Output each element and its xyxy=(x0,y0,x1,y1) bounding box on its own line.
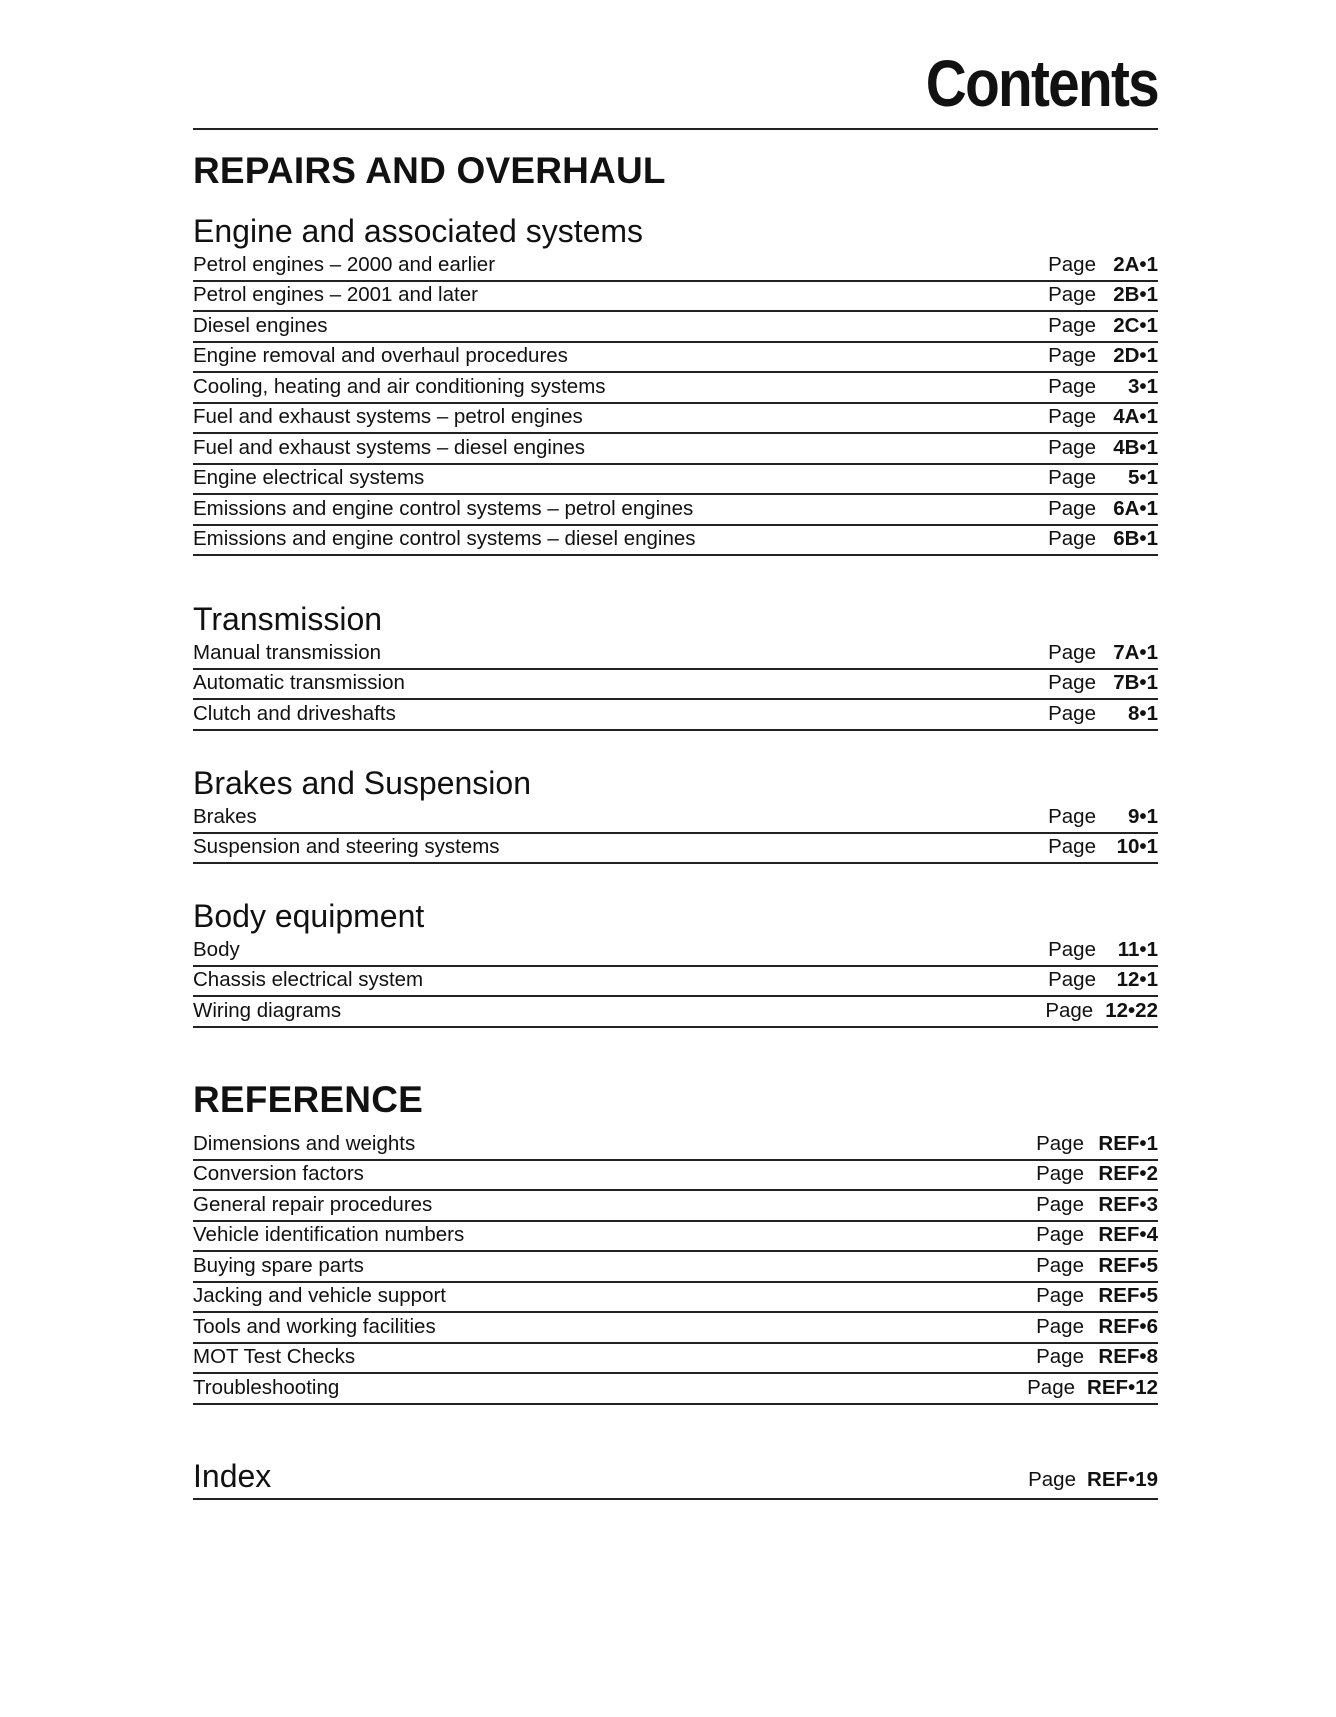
toc-entry-label: MOT Test Checks xyxy=(193,1345,356,1368)
toc-entry-page-ref xyxy=(1027,1376,1158,1400)
page-word: Page xyxy=(1036,1314,1084,1338)
toc-entry[interactable] xyxy=(193,312,1158,343)
toc-entry-page-ref xyxy=(1036,1223,1158,1247)
toc-entry-page-ref xyxy=(1048,497,1158,521)
page-number: 2C•1 xyxy=(1113,313,1158,337)
toc-entry-label: Vehicle identification numbers xyxy=(193,1223,465,1246)
toc-entry-page-ref xyxy=(1048,805,1158,829)
toc-entry-label: General repair procedures xyxy=(193,1192,433,1216)
page-number: 2A•1 xyxy=(1113,252,1158,276)
page-word: Page xyxy=(1045,998,1094,1022)
page-number: 8•1 xyxy=(1128,701,1158,725)
toc-entry-label: Buying spare parts xyxy=(193,1253,364,1277)
toc-entry-page-ref xyxy=(1036,1132,1158,1156)
page-word: Page xyxy=(1048,835,1096,858)
page-number: 2D•1 xyxy=(1113,344,1158,367)
part-heading-repairs: REPAIRS AND OVERHAUL xyxy=(193,150,666,191)
page-title: Contents xyxy=(925,46,1158,120)
page-number: REF•3 xyxy=(1098,1192,1158,1216)
page-word: Page xyxy=(1036,1162,1084,1185)
toc-entry[interactable] xyxy=(193,834,1158,865)
toc-entry-page-ref xyxy=(1036,1315,1158,1339)
page-number: 4A•1 xyxy=(1113,405,1158,428)
toc-entry-label: Engine removal and overhaul procedures xyxy=(193,344,568,367)
toc-entry[interactable] xyxy=(193,251,1158,282)
page-number: 10•1 xyxy=(1116,835,1158,858)
toc-entry-label: Petrol engines – 2001 and later xyxy=(193,283,478,306)
toc-entry-page-ref xyxy=(1048,835,1158,859)
page-word: Page xyxy=(1028,1468,1076,1491)
page-word: Page xyxy=(1036,1131,1084,1155)
page-word: Page xyxy=(1036,1253,1084,1277)
toc-entry-label: Emissions and engine control systems – petrol engines xyxy=(193,496,694,520)
toc-entry[interactable] xyxy=(193,465,1158,496)
toc-entry-label: Troubleshooting xyxy=(193,1375,340,1399)
toc-entry-page-ref xyxy=(1048,641,1158,665)
toc-entry[interactable] xyxy=(193,1313,1158,1344)
toc-entry[interactable] xyxy=(193,434,1158,465)
page-word: Page xyxy=(1048,496,1096,520)
toc-entry[interactable] xyxy=(193,803,1158,834)
toc-entry-label: Clutch and driveshafts xyxy=(193,701,396,725)
page-word: Page xyxy=(1036,1192,1084,1216)
page-number: REF•5 xyxy=(1098,1253,1158,1277)
toc-entry[interactable] xyxy=(193,700,1158,731)
toc-entry[interactable] xyxy=(193,1344,1158,1375)
page-number: REF•12 xyxy=(1087,1375,1158,1399)
toc-entry-page-ref xyxy=(1048,405,1158,429)
toc-entry[interactable] xyxy=(193,1252,1158,1283)
index-label: Index xyxy=(193,1458,272,1494)
toc-entry-label: Conversion factors xyxy=(193,1162,364,1185)
toc-entry-page-ref xyxy=(1045,999,1158,1023)
page-number: 3•1 xyxy=(1128,374,1158,398)
index-entry[interactable] xyxy=(193,1458,1158,1500)
page-number: 7A•1 xyxy=(1113,640,1158,664)
section-body-equipment xyxy=(193,900,1158,1028)
page-number: 12•1 xyxy=(1116,968,1158,991)
toc-entry[interactable] xyxy=(193,373,1158,404)
toc-entry-label: Brakes xyxy=(193,804,257,828)
toc-entry[interactable] xyxy=(193,1222,1158,1253)
page-number: 9•1 xyxy=(1128,804,1158,828)
toc-entry-page-ref xyxy=(1048,375,1158,399)
page-word: Page xyxy=(1048,701,1096,725)
toc-entry-page-ref xyxy=(1048,436,1158,460)
page-word: Page xyxy=(1048,435,1096,459)
toc-entry-label: Jacking and vehicle support xyxy=(193,1284,446,1307)
toc-entry-label: Wiring diagrams xyxy=(193,998,342,1022)
title-divider xyxy=(193,128,1158,130)
index-page-ref xyxy=(1028,1468,1158,1492)
toc-entry-label: Fuel and exhaust systems – diesel engines xyxy=(193,435,586,459)
toc-entry[interactable] xyxy=(193,936,1158,967)
page-word: Page xyxy=(1036,1223,1084,1246)
page-number: 6A•1 xyxy=(1113,496,1158,520)
toc-entry-page-ref xyxy=(1048,283,1158,307)
page-word: Page xyxy=(1048,671,1096,694)
page-word: Page xyxy=(1048,968,1096,991)
page-number: 5•1 xyxy=(1128,466,1158,489)
toc-entry[interactable] xyxy=(193,1191,1158,1222)
page-number: REF•2 xyxy=(1098,1162,1158,1185)
section-heading: Brakes and Suspension xyxy=(193,765,531,801)
toc-entry[interactable] xyxy=(193,404,1158,435)
toc-entry[interactable] xyxy=(193,495,1158,526)
toc-entry[interactable] xyxy=(193,997,1158,1028)
toc-entry-page-ref xyxy=(1048,466,1158,490)
toc-entry-label: Cooling, heating and air conditioning systems xyxy=(193,374,606,398)
section-brakes-suspension xyxy=(193,767,1158,864)
toc-entry[interactable] xyxy=(193,526,1158,557)
page-number: REF•6 xyxy=(1098,1314,1158,1338)
toc-entry-label: Fuel and exhaust systems – petrol engines xyxy=(193,405,583,428)
page-word: Page xyxy=(1048,527,1096,550)
section-heading: Engine and associated systems xyxy=(193,213,644,249)
toc-entry-label: Dimensions and weights xyxy=(193,1131,416,1155)
toc-entry[interactable] xyxy=(193,1283,1158,1314)
page-word: Page xyxy=(1048,252,1096,276)
toc-entry-page-ref xyxy=(1036,1254,1158,1278)
toc-entry-label: Diesel engines xyxy=(193,313,328,337)
page-number: REF•1 xyxy=(1098,1131,1158,1155)
page-number: 2B•1 xyxy=(1113,283,1158,306)
toc-entry[interactable] xyxy=(193,1161,1158,1192)
toc-entry-page-ref xyxy=(1036,1345,1158,1369)
toc-entry-label: Emissions and engine control systems – diesel engines xyxy=(193,527,696,550)
toc-entry-page-ref xyxy=(1048,671,1158,695)
toc-entry-page-ref xyxy=(1048,968,1158,992)
page-number: 12•22 xyxy=(1105,998,1158,1022)
part-heading-reference: REFERENCE xyxy=(193,1079,423,1120)
toc-entry[interactable] xyxy=(193,343,1158,374)
toc-entry-page-ref xyxy=(1048,702,1158,726)
page-number: 7B•1 xyxy=(1113,671,1158,694)
toc-entry-page-ref xyxy=(1048,527,1158,551)
page-number: REF•4 xyxy=(1098,1223,1158,1246)
page-word: Page xyxy=(1048,313,1096,337)
toc-entry-page-ref xyxy=(1048,938,1158,962)
toc-entry-page-ref xyxy=(1048,344,1158,368)
toc-entry[interactable] xyxy=(193,639,1158,670)
toc-entry[interactable] xyxy=(193,967,1158,998)
page-number: 4B•1 xyxy=(1113,435,1158,459)
page-word: Page xyxy=(1048,804,1096,828)
page-word: Page xyxy=(1048,937,1096,961)
toc-entry-page-ref xyxy=(1048,314,1158,338)
toc-entry-label: Tools and working facilities xyxy=(193,1314,436,1338)
toc-entry-page-ref xyxy=(1036,1193,1158,1217)
toc-entry-label: Petrol engines – 2000 and earlier xyxy=(193,252,496,276)
page-number: 6B•1 xyxy=(1113,527,1158,550)
page-number: REF•19 xyxy=(1087,1468,1158,1491)
toc-entry-label: Automatic transmission xyxy=(193,671,405,694)
page-word: Page xyxy=(1036,1284,1084,1307)
toc-entry-label: Engine electrical systems xyxy=(193,466,425,489)
page-word: Page xyxy=(1048,466,1096,489)
toc-entry-label: Body xyxy=(193,937,240,961)
section-heading: Transmission xyxy=(193,601,383,637)
page-word: Page xyxy=(1048,405,1096,428)
page-word: Page xyxy=(1048,344,1096,367)
toc-entry-label: Manual transmission xyxy=(193,640,381,664)
toc-entry-label: Chassis electrical system xyxy=(193,968,424,991)
toc-entry-page-ref xyxy=(1048,253,1158,277)
page-word: Page xyxy=(1036,1345,1084,1368)
page-number: REF•8 xyxy=(1098,1345,1158,1368)
page-word: Page xyxy=(1027,1375,1076,1399)
toc-entry-page-ref xyxy=(1036,1284,1158,1308)
toc-entry[interactable] xyxy=(193,1374,1158,1405)
toc-entry[interactable] xyxy=(193,1130,1158,1161)
toc-entry[interactable] xyxy=(193,282,1158,313)
section-reference xyxy=(193,1130,1158,1405)
section-engine xyxy=(193,215,1158,556)
toc-entry-page-ref xyxy=(1036,1162,1158,1186)
toc-entry[interactable] xyxy=(193,670,1158,701)
page-word: Page xyxy=(1048,640,1096,664)
section-heading: Body equipment xyxy=(193,898,425,934)
toc-entry-label: Suspension and steering systems xyxy=(193,835,500,858)
section-transmission xyxy=(193,603,1158,731)
page-number: 11•1 xyxy=(1117,937,1158,961)
page-number: REF•5 xyxy=(1098,1284,1158,1307)
page-word: Page xyxy=(1048,374,1096,398)
page-word: Page xyxy=(1048,283,1096,306)
